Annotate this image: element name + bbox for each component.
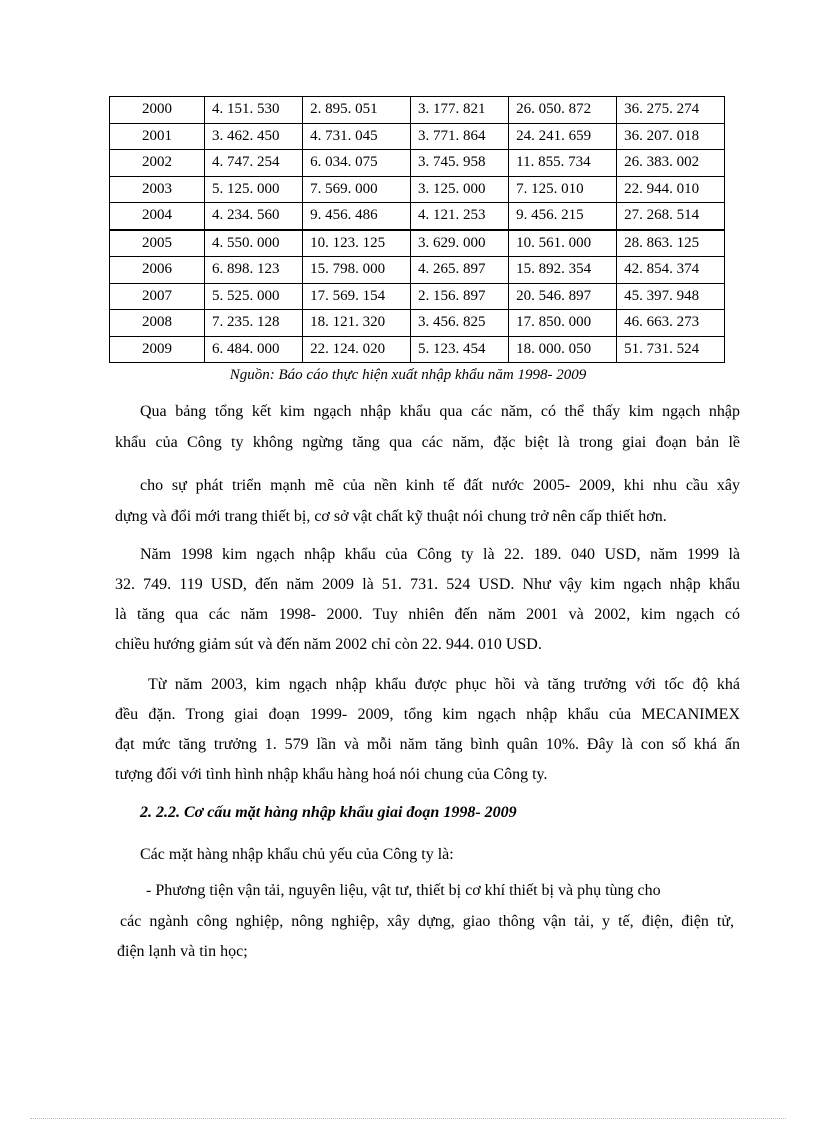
value-cell: 4. 731. 045 <box>303 123 411 150</box>
year-cell: 2003 <box>110 176 205 203</box>
text-line: - Phương tiện vận tải, nguyên liệu, vật tư, thiết bị cơ khí thiết bị và phụ tùng cho <box>146 882 661 899</box>
value-cell: 4. 747. 254 <box>205 150 303 177</box>
total-cell: 42. 854. 374 <box>617 257 725 284</box>
intro-text: Các mặt hàng nhập khẩu chủ yếu của Công ty là: <box>140 846 454 863</box>
value-cell: 24. 241. 659 <box>509 123 617 150</box>
year-cell: 2005 <box>110 230 205 257</box>
value-cell: 7. 569. 000 <box>303 176 411 203</box>
text-line: Qua bảng tổng kết kim ngạch nhập khẩu qua các năm, có thể thấy kim ngạch nhập <box>140 403 740 420</box>
value-cell: 5. 123. 454 <box>411 336 509 363</box>
value-cell: 4. 151. 530 <box>205 97 303 124</box>
year-cell: 2001 <box>110 123 205 150</box>
value-cell: 6. 034. 075 <box>303 150 411 177</box>
text-line: đều đặn. Trong giai đoạn 1999- 2009, tổng kim ngạch nhập khẩu của MECANIMEX <box>115 706 740 723</box>
table-row <box>110 150 725 177</box>
total-cell: 46. 663. 273 <box>617 310 725 337</box>
page-bottom-rule <box>30 1118 786 1119</box>
text-line: đạt mức tăng trưởng 1. 579 lần và mỗi năm tăng bình quân 10%. Đây là con số khá ấn <box>115 736 740 753</box>
value-cell: 18. 000. 050 <box>509 336 617 363</box>
value-cell: 6. 898. 123 <box>205 257 303 284</box>
value-cell: 15. 892. 354 <box>509 257 617 284</box>
value-cell: 4. 121. 253 <box>411 203 509 230</box>
value-cell: 17. 569. 154 <box>303 283 411 310</box>
value-cell: 15. 798. 000 <box>303 257 411 284</box>
year-cell: 2002 <box>110 150 205 177</box>
value-cell: 9. 456. 215 <box>509 203 617 230</box>
value-cell: 4. 265. 897 <box>411 257 509 284</box>
table-row <box>110 230 725 257</box>
total-cell: 28. 863. 125 <box>617 230 725 257</box>
table-row <box>110 257 725 284</box>
table-source-caption: Nguồn: Báo cáo thực hiện xuất nhập khẩu năm 1998- 2009 <box>229 367 587 383</box>
value-cell: 18. 121. 320 <box>303 310 411 337</box>
import-turnover-table <box>109 96 725 363</box>
year-cell: 2008 <box>110 310 205 337</box>
value-cell: 2. 156. 897 <box>411 283 509 310</box>
text-line: là tăng qua các năm 1998- 2000. Tuy nhiên đến năm 2001 và 2002, kim ngạch có <box>115 606 740 623</box>
value-cell: 4. 234. 560 <box>205 203 303 230</box>
value-cell: 10. 561. 000 <box>509 230 617 257</box>
value-cell: 7. 125. 010 <box>509 176 617 203</box>
total-cell: 36. 207. 018 <box>617 123 725 150</box>
text-line: điện lạnh và tin học; <box>117 943 248 960</box>
value-cell: 20. 546. 897 <box>509 283 617 310</box>
value-cell: 3. 745. 958 <box>411 150 509 177</box>
value-cell: 26. 050. 872 <box>509 97 617 124</box>
text-line: tượng đối với tình hình nhập khẩu hàng hoá nói chung của Công ty. <box>115 766 548 783</box>
value-cell: 7. 235. 128 <box>205 310 303 337</box>
year-cell: 2006 <box>110 257 205 284</box>
table-row <box>110 336 725 363</box>
text-line: Năm 1998 kim ngạch nhập khẩu của Công ty là 22. 189. 040 USD, năm 1999 là <box>140 546 740 563</box>
year-cell: 2000 <box>110 97 205 124</box>
value-cell: 3. 629. 000 <box>411 230 509 257</box>
text-line: cho sự phát triển mạnh mẽ của nền kinh tế đất nước 2005- 2009, khi nhu cầu xây <box>140 477 740 494</box>
total-cell: 45. 397. 948 <box>617 283 725 310</box>
value-cell: 5. 125. 000 <box>205 176 303 203</box>
value-cell: 5. 525. 000 <box>205 283 303 310</box>
year-cell: 2004 <box>110 203 205 230</box>
value-cell: 9. 456. 486 <box>303 203 411 230</box>
table-row <box>110 310 725 337</box>
year-cell: 2009 <box>110 336 205 363</box>
value-cell: 3. 771. 864 <box>411 123 509 150</box>
value-cell: 22. 124. 020 <box>303 336 411 363</box>
table-row <box>110 203 725 230</box>
table-row <box>110 283 725 310</box>
table-row <box>110 97 725 124</box>
value-cell: 4. 550. 000 <box>205 230 303 257</box>
text-line: chiều hướng giảm sút và đến năm 2002 chỉ còn 22. 944. 010 USD. <box>115 636 542 653</box>
value-cell: 2. 895. 051 <box>303 97 411 124</box>
text-line: các ngành công nghiệp, nông nghiệp, xây dựng, giao thông vận tải, y tế, điện, điện tử, <box>120 913 734 930</box>
value-cell: 3. 462. 450 <box>205 123 303 150</box>
text-line: 32. 749. 119 USD, đến năm 2009 là 51. 731. 524 USD. Như vậy kim ngạch nhập khẩu <box>115 576 740 593</box>
text-line: khẩu của Công ty không ngừng tăng qua các năm, đặc biệt là trong giai đoạn bản lề <box>115 434 740 451</box>
total-cell: 36. 275. 274 <box>617 97 725 124</box>
table-row <box>110 123 725 150</box>
section-heading: 2. 2.2. Cơ cấu mặt hàng nhập khẩu giai đoạn 1998- 2009 <box>140 804 517 821</box>
value-cell: 3. 456. 825 <box>411 310 509 337</box>
text-line: Từ năm 2003, kim ngạch nhập khẩu được phục hồi và tăng trưởng với tốc độ khá <box>148 676 740 693</box>
total-cell: 51. 731. 524 <box>617 336 725 363</box>
total-cell: 22. 944. 010 <box>617 176 725 203</box>
value-cell: 17. 850. 000 <box>509 310 617 337</box>
text-line: dựng và đổi mới trang thiết bị, cơ sở vật chất kỹ thuật nói chung trở nên cấp thiết hơn. <box>115 508 667 525</box>
total-cell: 27. 268. 514 <box>617 203 725 230</box>
value-cell: 11. 855. 734 <box>509 150 617 177</box>
value-cell: 6. 484. 000 <box>205 336 303 363</box>
total-cell: 26. 383. 002 <box>617 150 725 177</box>
year-cell: 2007 <box>110 283 205 310</box>
value-cell: 3. 125. 000 <box>411 176 509 203</box>
value-cell: 3. 177. 821 <box>411 97 509 124</box>
value-cell: 10. 123. 125 <box>303 230 411 257</box>
table-row <box>110 176 725 203</box>
